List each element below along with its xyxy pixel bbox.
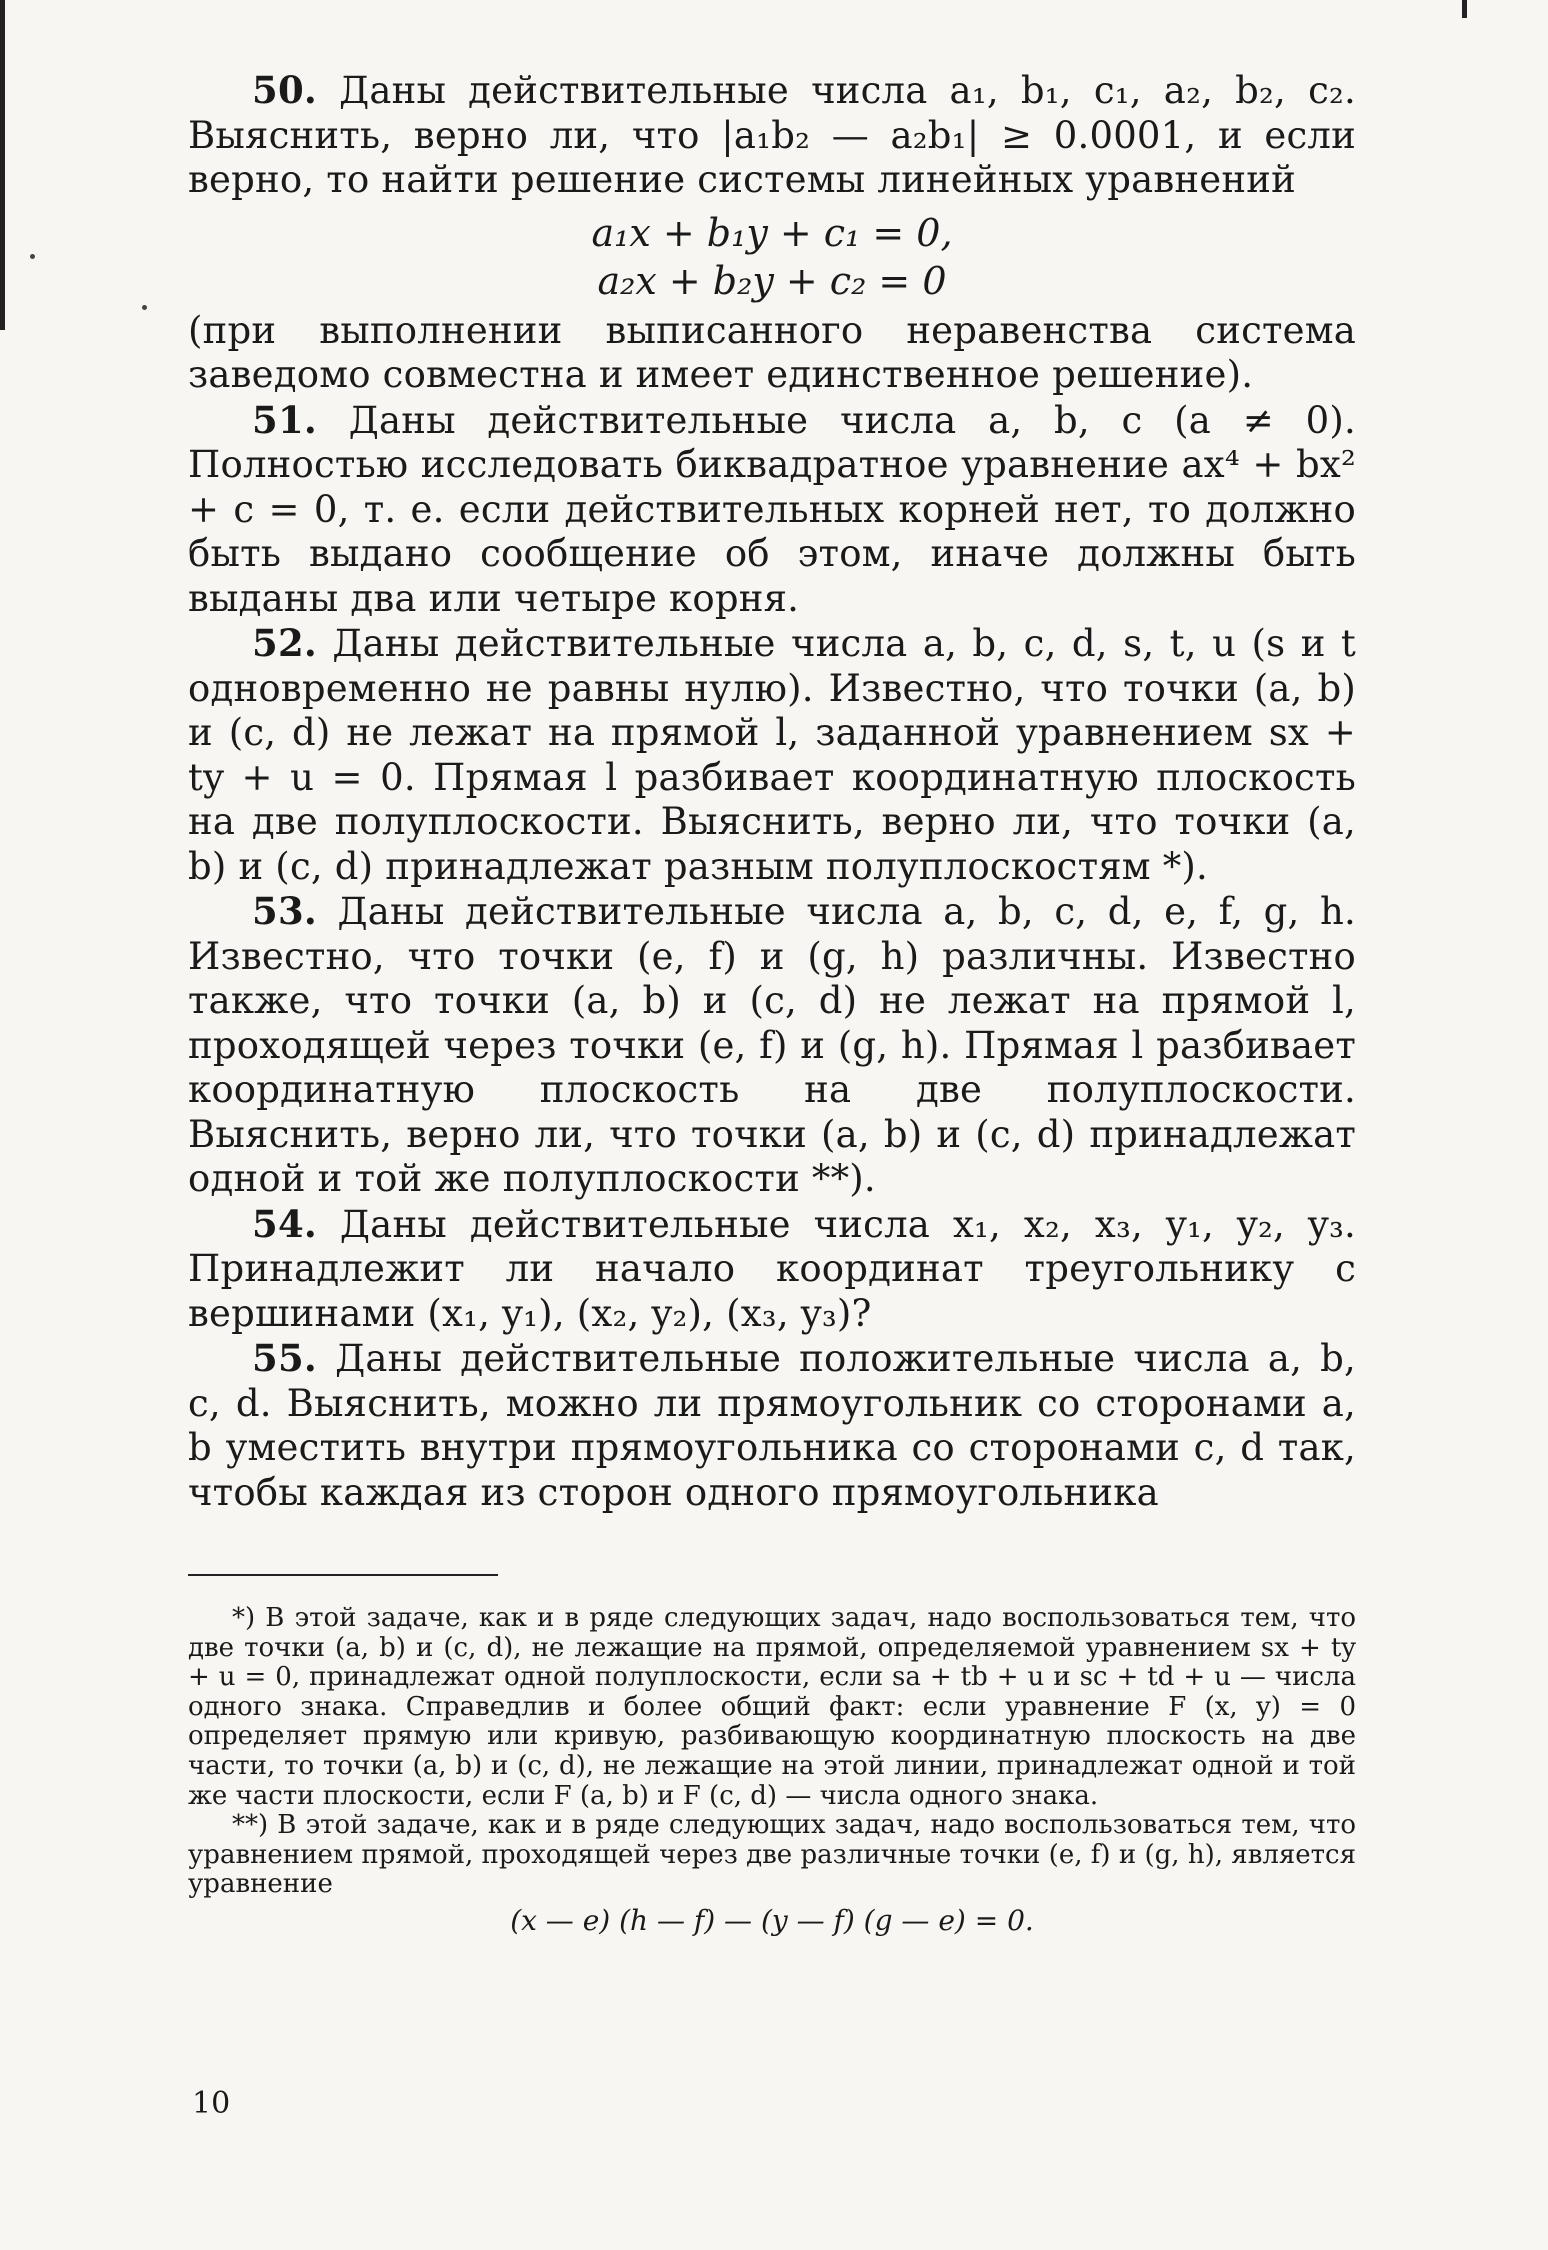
problem-text: Даны действительные числа a, b, c, d, s, t, u (s и t одновременно не равны нулю). Известно, что точки (a, b) и (c, d) не лежат на прямой l, заданной уравнением sx + ty + u = 0. Прямая l разбивает координатную плоскость на две полуплоскости. Выяснить, верно ли, что точки (a, b) и (c, d) принадлежат разным полуплоскостям *).	[188, 622, 1356, 888]
problem-number: 50.	[252, 68, 317, 112]
system-of-equations	[188, 209, 1356, 305]
footnote-divider	[188, 1574, 498, 1576]
scan-edge-mark	[1462, 0, 1467, 18]
problem-text: Даны действительные числа a, b, c (a ≠ 0). Полностью исследовать биквадратное уравнение ax⁴ + bx² + c = 0, т. е. если действительных корней нет, то должно быть выдано сообщение об этом, иначе должны быть выданы два или четыре корня.	[188, 398, 1356, 620]
equation-2: a₂x + b₂y + c₂ = 0	[597, 258, 947, 303]
problem-number: 55.	[252, 1336, 317, 1380]
page-number: 10	[192, 2086, 231, 2121]
problem-number: 52.	[252, 621, 317, 665]
line-equation: (x — e) (h — f) — (y — f) (g — e) = 0.	[510, 1903, 1034, 1937]
problem-number: 54.	[252, 1201, 317, 1246]
problem-52	[188, 621, 1356, 889]
problem-text: Даны действительные числа a₁, b₁, c₁, a₂, b₂, c₂. Выяснить, верно ли, что |a₁b₂ — a₂b₁| ≥ 0.0001, и если верно, то найти решение системы линейных уравнений	[188, 69, 1356, 201]
scan-speck	[142, 305, 147, 310]
problem-text: Даны действительные числа a, b, c, d, e, f, g, h. Известно, что точки (e, f) и (g, h) различны. Известно также, что точки (a, b) и (c, d) не лежат на прямой l, проходящей через точки (e, f) и (g, h). Прямая l разбивает координатную плоскость на две полуплоскости. Выяснить, верно ли, что точки (a, b) и (c, d) принадлежат одной и той же полуплоскости **).	[188, 890, 1356, 1200]
footnote-1: *) В этой задаче, как и в ряде следующих задач, надо воспользоваться тем, что две точки (a, b) и (c, d), не лежащие на прямой, определяемой уравнением sx + ty + u = 0, принадлежат одной полуплоскости, если sa + tb + u и sc + td + u — числа одного знака. Справедлив и более общий факт: если уравнение F (x, y) = 0 определяет прямую или кривую, разбивающую координатную плоскость на две части, то точки (a, b) и (c, d), не лежащие на этой линии, принадлежат одной и той же части плоскости, если F (a, b) и F (c, d) — числа одного знака.	[188, 1603, 1356, 1811]
equation-1: a₁x + b₁y + c₁ = 0,	[591, 210, 953, 255]
footnotes	[188, 1604, 1356, 1938]
problem-53	[188, 889, 1356, 1202]
scan-speck	[30, 254, 35, 259]
problem-54	[188, 1202, 1356, 1337]
problem-number: 53.	[252, 889, 317, 933]
problem-number: 51.	[252, 397, 317, 442]
problem-text: Даны действительные положительные числа a, b, c, d. Выяснить, можно ли прямоугольник со сторонами a, b уместить внутри прямоугольника со сторонами c, d так, чтобы каждая из сторон одного прямоугольника	[188, 1337, 1356, 1514]
main-text	[188, 68, 1356, 1515]
problem-text: Даны действительные числа x₁, x₂, x₃, y₁, y₂, y₃. Принадлежит ли начало координат треугольнику с вершинами (x₁, y₁), (x₂, y₂), (x₃, y₃)?	[188, 1202, 1356, 1335]
problem-55	[188, 1336, 1356, 1515]
scan-edge-mark	[0, 0, 5, 330]
problem-50	[188, 68, 1356, 203]
footnote-2: **) В этой задаче, как и в ряде следующих задач, надо воспользоваться тем, что уравнением прямой, проходящей через две различные точки (e, f) и (g, h), является уравнение	[188, 1810, 1356, 1900]
problem-51	[188, 398, 1356, 622]
problem-50-tail: (при выполнении выписанного неравенства система заведомо совместна и имеет единственное решение).	[188, 308, 1356, 396]
